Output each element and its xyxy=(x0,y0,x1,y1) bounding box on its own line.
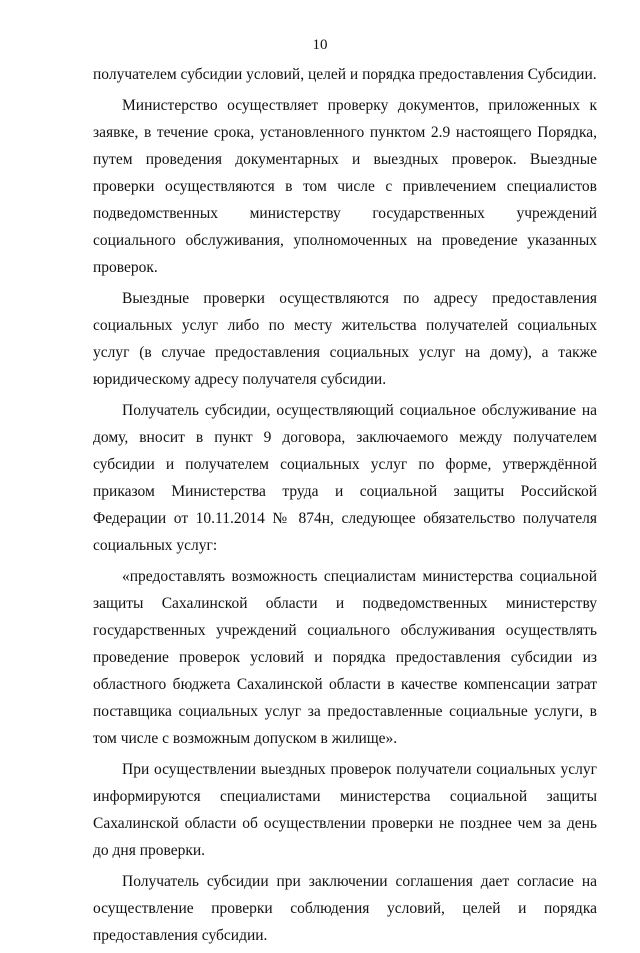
paragraph-inspection-notice: При осуществлении выездных проверок получатели социальных услуг информируются специалистами министерства социальной защиты Сахалинской области об осуществлении проверки не позднее чем за день до дня проверки. xyxy=(93,761,597,859)
paragraph-quoted-obligation: «предоставлять возможность специалистам министерства социальной защиты Сахалинской области и подведомственных министерству государственных учреждений социального обслуживания осуществлять проведение проверок условий и порядка предоставления субсидии из областного бюджета Сахалинской области в качестве компенсации затрат поставщика социальных услуг за предоставленные социальные услуги, в том числе с возможным допуском в жилище». xyxy=(93,568,597,747)
paragraph-consent: Получатель субсидии при заключении соглашения дает согласие на осуществление проверки соблюдения условий, целей и порядка предоставления субсидии. xyxy=(93,873,597,944)
paragraph-continuation: получателем субсидии условий, целей и порядка предоставления Субсидии. xyxy=(93,66,597,83)
paragraph-site-inspections: Выездные проверки осуществляются по адресу предоставления социальных услуг либо по месту жительства получателей социальных услуг (в случае предоставления социальных услуг на дому), а также юридическому адресу получателя субсидии. xyxy=(93,290,597,388)
paragraph-document-review: Министерство осуществляет проверку документов, приложенных к заявке, в течение срока, установленного пунктом 2.9 настоящего Порядка, путем проведения документарных и выездных проверок. Выездные проверки осуществляются в том числе с привлечением специалистов подведомственных министерству государственных учреждений социального обслуживания, уполномоченных на проведение указанных проверок. xyxy=(93,97,597,276)
page-number: 10 xyxy=(312,37,328,53)
document-body xyxy=(93,61,597,953)
paragraph-contract-obligation: Получатель субсидии, осуществляющий социальное обслуживание на дому, вносит в пункт 9 договора, заключаемого между получателем субсидии и получателем социальных услуг по форме, утверждённой приказом Министерства труда и социальной защиты Российской Федерации от 10.11.2014 № 874н, следующее обязательство получателя социальных услуг: xyxy=(93,402,597,554)
